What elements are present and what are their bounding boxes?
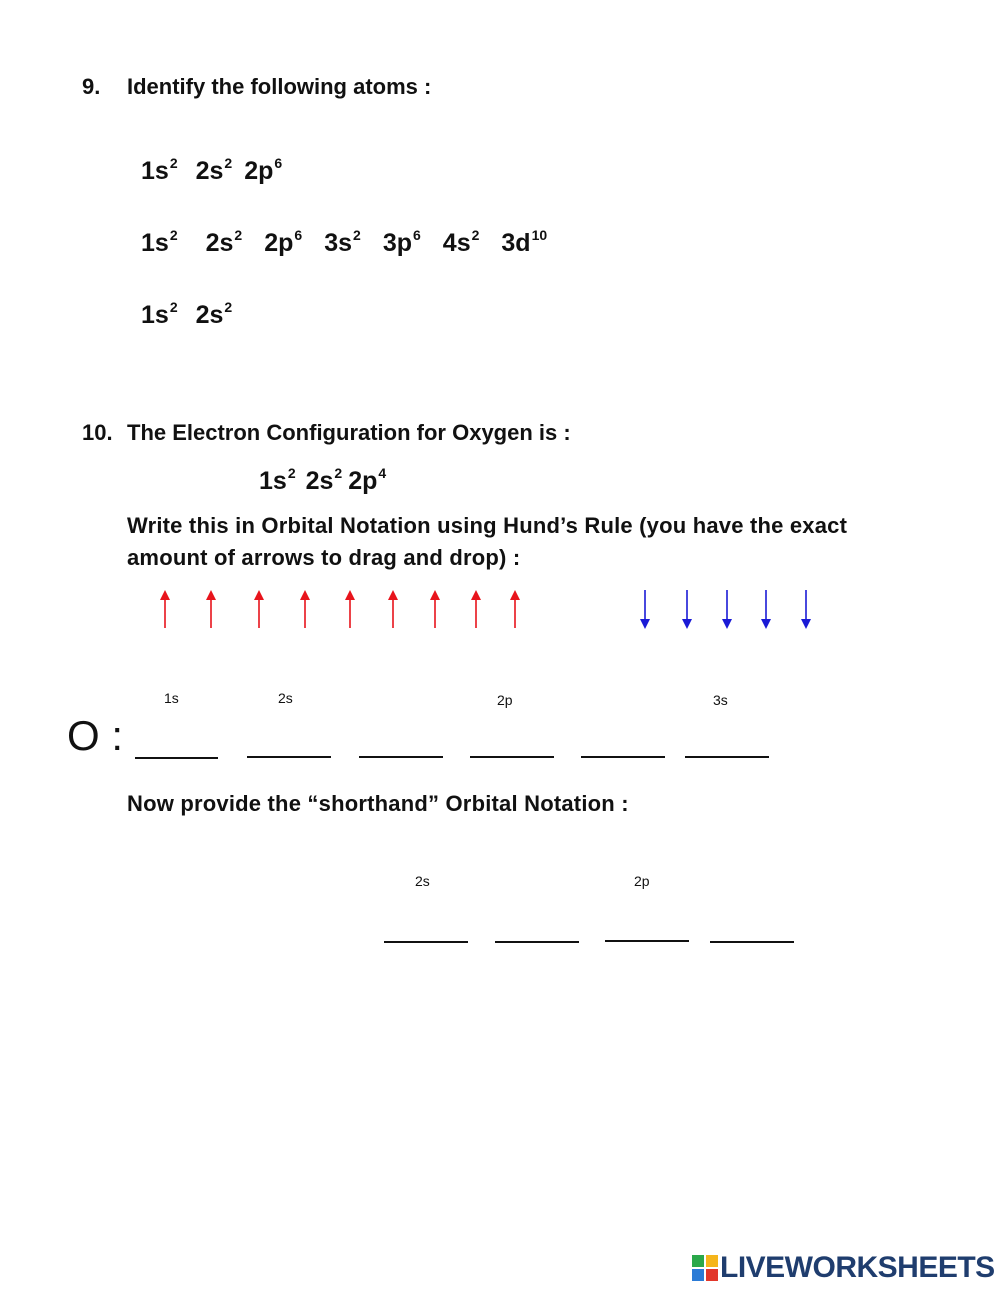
orbital-term <box>196 299 233 330</box>
down-arrow-icon[interactable] <box>759 590 773 635</box>
up-arrow-icon[interactable] <box>343 590 357 635</box>
shorthand-drop-slot-3[interactable] <box>605 940 689 942</box>
orbital-term <box>141 299 178 330</box>
orbital-drop-slot-1[interactable] <box>135 757 218 759</box>
orbital-term-base: 2s <box>195 301 224 329</box>
orbital-term-base: 2s <box>305 467 334 495</box>
question-10-number: 10. <box>82 420 113 445</box>
shorthand-drop-slot-4[interactable] <box>710 941 794 943</box>
up-arrow-icon[interactable] <box>204 590 218 635</box>
orbital-term <box>244 155 282 186</box>
orbital-term <box>259 465 296 496</box>
orbital-term <box>501 227 547 258</box>
down-arrow-icon[interactable] <box>638 590 652 635</box>
shorthand-label-2s: 2s <box>415 873 430 889</box>
up-arrow-icon[interactable] <box>158 590 172 635</box>
orbital-term-exponent: 10 <box>531 227 548 243</box>
up-arrow-icon[interactable] <box>298 590 312 635</box>
orbital-term-base: 2s <box>195 157 224 185</box>
orbital-term <box>324 227 361 258</box>
orbital-drop-slot-2[interactable] <box>247 756 331 758</box>
orbital-term-base: 2p <box>348 467 378 495</box>
orbital-term <box>383 227 421 258</box>
orbital-term <box>443 227 480 258</box>
orbital-term-exponent: 2 <box>471 227 480 243</box>
up-arrow-icon[interactable] <box>508 590 522 635</box>
instruction-line-2: amount of arrows to drag and drop) : <box>127 545 521 570</box>
orbital-term-exponent: 2 <box>169 227 178 243</box>
orbital-term-exponent: 6 <box>413 227 421 243</box>
orbital-term-exponent: 2 <box>224 155 233 171</box>
orbital-term-exponent: 2 <box>169 155 178 171</box>
down-arrow-icon[interactable] <box>799 590 813 635</box>
orbital-term-exponent: 2 <box>353 227 361 243</box>
orbital-term-base: 3s <box>324 229 353 257</box>
element-label-oxygen: O : <box>67 712 124 759</box>
question-9-prompt: Identify the following atoms : <box>127 74 432 99</box>
orbital-term-base: 2p <box>264 229 294 257</box>
oxygen-configuration <box>259 465 386 496</box>
orbital-term-exponent: 2 <box>169 299 178 315</box>
shorthand-drop-slot-1[interactable] <box>384 941 468 943</box>
up-arrow-icon[interactable] <box>386 590 400 635</box>
orbital-term <box>264 227 302 258</box>
liveworksheets-logo-icon <box>692 1255 718 1286</box>
orbital-label-3s: 3s <box>713 692 728 708</box>
orbital-term <box>206 227 243 258</box>
shorthand-prompt: Now provide the “shorthand” Orbital Notation : <box>127 791 629 816</box>
orbital-drop-slot-3[interactable] <box>359 756 443 758</box>
orbital-drop-slot-4[interactable] <box>470 756 554 758</box>
configuration-2 <box>141 227 547 258</box>
orbital-term-exponent: 2 <box>224 299 233 315</box>
orbital-drop-slot-6[interactable] <box>685 756 769 758</box>
orbital-term-base: 1s <box>141 157 169 185</box>
orbital-term-base: 2p <box>244 157 274 185</box>
orbital-term <box>141 227 178 258</box>
orbital-term-base: 1s <box>141 301 169 329</box>
down-arrow-icon[interactable] <box>720 590 734 635</box>
liveworksheets-wordmark: LIVEWORKSHEETS <box>720 1251 995 1284</box>
shorthand-drop-slot-2[interactable] <box>495 941 579 943</box>
orbital-term <box>141 155 178 186</box>
orbital-term-base: 2s <box>205 229 234 257</box>
question-9-number: 9. <box>82 74 101 99</box>
up-arrow-icon[interactable] <box>428 590 442 635</box>
orbital-term <box>306 465 343 496</box>
orbital-term <box>196 155 233 186</box>
down-arrow-icon[interactable] <box>680 590 694 635</box>
shorthand-label-2p: 2p <box>634 873 650 889</box>
orbital-term-base: 3p <box>382 229 412 257</box>
configuration-3 <box>141 299 232 330</box>
orbital-label-1s: 1s <box>164 690 179 706</box>
orbital-label-2s: 2s <box>278 690 293 706</box>
orbital-label-2p: 2p <box>497 692 513 708</box>
up-arrow-icon[interactable] <box>469 590 483 635</box>
orbital-drop-slot-5[interactable] <box>581 756 665 758</box>
orbital-term-exponent: 6 <box>274 155 283 171</box>
instruction-line-1: Write this in Orbital Notation using Hund’s Rule (you have the exact <box>127 513 848 538</box>
up-arrow-icon[interactable] <box>252 590 266 635</box>
orbital-term-base: 3d <box>501 229 531 257</box>
orbital-term-base: 1s <box>141 229 169 257</box>
orbital-term-exponent: 2 <box>287 465 296 481</box>
orbital-term-base: 1s <box>259 467 287 495</box>
orbital-term-exponent: 4 <box>378 465 387 481</box>
orbital-term-exponent: 2 <box>334 465 343 481</box>
orbital-term-exponent: 2 <box>234 227 243 243</box>
orbital-term-exponent: 6 <box>294 227 303 243</box>
configuration-1 <box>141 155 282 186</box>
orbital-term <box>348 465 386 496</box>
orbital-term-base: 4s <box>442 229 471 257</box>
question-10-prompt: The Electron Configuration for Oxygen is : <box>127 420 571 445</box>
